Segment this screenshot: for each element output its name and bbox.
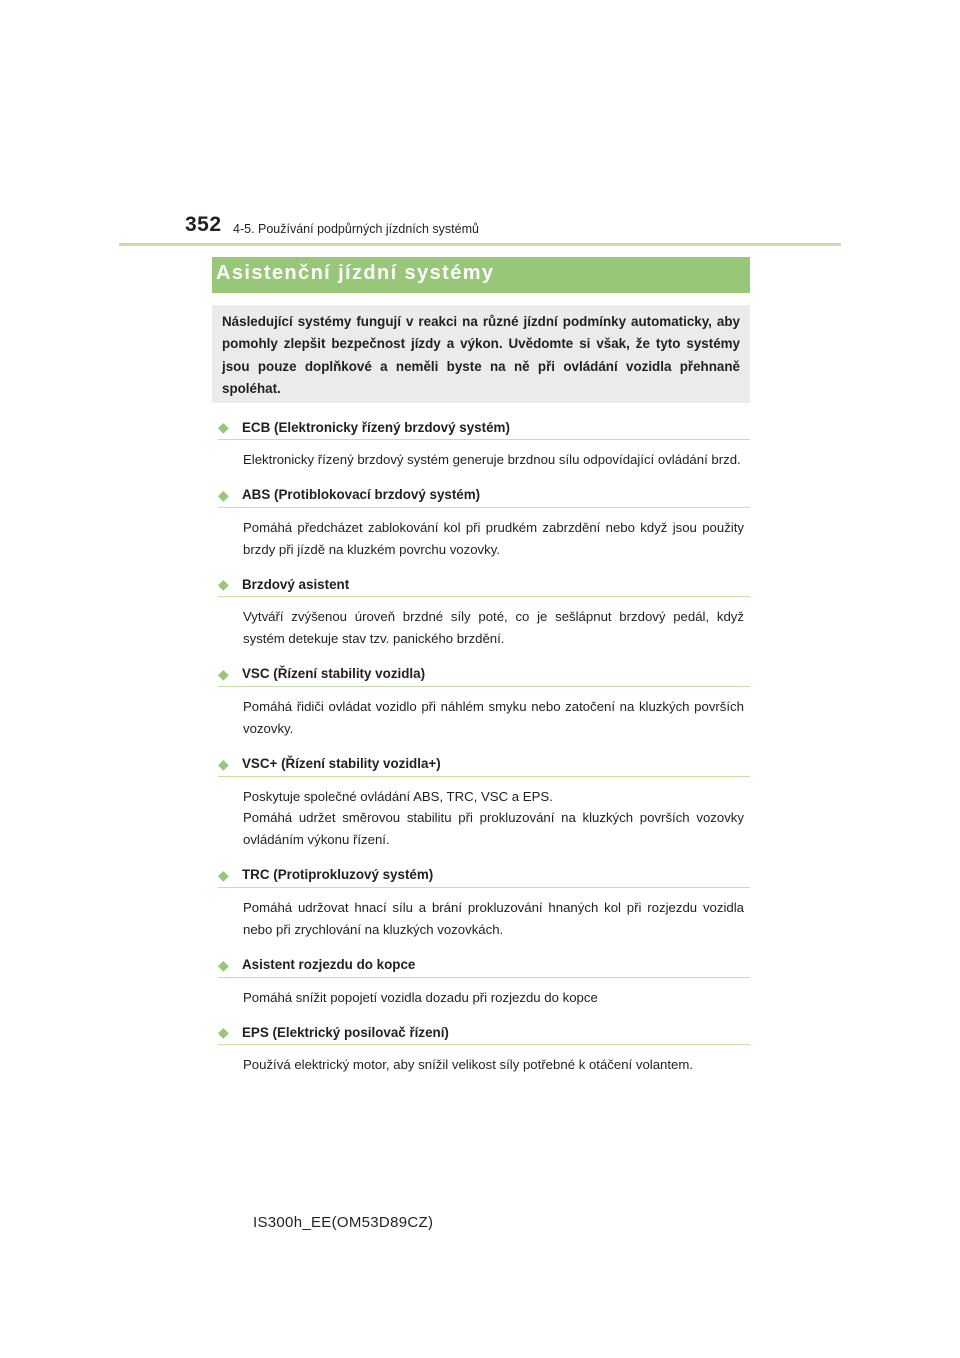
- feature-description-line: Pomáhá udržovat hnací sílu a brání prokluzování hnaných kol při rozjezdu vozidla nebo při zrychlování na kluzkých vozovkách.: [243, 899, 744, 937]
- feature-heading: [218, 415, 750, 440]
- feature-item: [218, 1020, 750, 1088]
- feature-item: [218, 752, 750, 863]
- feature-heading: [218, 953, 750, 978]
- document-code: IS300h_EE(OM53D89CZ): [253, 1214, 434, 1231]
- diamond-bullet-icon: ◆: [218, 665, 229, 682]
- diamond-bullet-icon: ◆: [218, 419, 229, 435]
- feature-title: VSC (Řízení stability vozidla): [242, 666, 426, 682]
- feature-heading: [218, 863, 750, 888]
- section-title: Asistenční jízdní systémy: [216, 262, 495, 284]
- feature-heading: [218, 1020, 750, 1045]
- feature-description: [218, 777, 750, 863]
- feature-description: [218, 1045, 750, 1088]
- diamond-bullet-icon: ◆: [218, 866, 229, 883]
- feature-item: [218, 863, 750, 953]
- feature-item: [218, 483, 750, 573]
- feature-description: [218, 978, 750, 1021]
- intro-text: Následující systémy fungují v reakci na různé jízdní podmínky automaticky, aby pomohly zlepšit bezpečnost jízdy a výkon. Uvědomte si však, že tyto systémy jsou pouze doplňkové a neměli byste na ně při ovládání vozidla přehnaně spoléhat.: [222, 314, 740, 396]
- feature-description-line: Používá elektrický motor, aby snížil velikost síly potřebné k otáčení volantem.: [243, 1057, 694, 1073]
- feature-title: TRC (Protiprokluzový systém): [242, 867, 434, 883]
- chapter-title: 4-5. Používání podpůrných jízdních systémů: [233, 222, 479, 236]
- feature-description: [218, 440, 750, 483]
- feature-description-line: Pomáhá předcházet zablokování kol při prudkém zabrzdění nebo když jsou použity brzdy při jízdě na kluzkém povrchu vozovky.: [243, 519, 744, 557]
- feature-item: [218, 415, 750, 483]
- feature-title: ABS (Protiblokovací brzdový systém): [242, 487, 481, 503]
- header-divider: [119, 243, 841, 246]
- feature-description: [218, 508, 750, 573]
- page-number: 352: [185, 213, 222, 236]
- feature-description-line: Pomáhá snížit popojetí vozidla dozadu při rozjezdu do kopce: [243, 989, 598, 1005]
- diamond-bullet-icon: ◆: [218, 576, 229, 593]
- feature-description-line: Vytváří zvýšenou úroveň brzdné síly poté, co je sešlápnut brzdový pedál, když systém detekuje stav tzv. panického brzdění.: [243, 609, 744, 647]
- feature-heading: [218, 662, 750, 687]
- feature-title: VSC+ (Řízení stability vozidla+): [242, 756, 441, 772]
- diamond-bullet-icon: ◆: [218, 755, 229, 772]
- feature-heading: [218, 752, 750, 777]
- feature-description-line: Pomáhá udržet směrovou stabilitu při prokluzování na kluzkých površích vozovky ovládáním výkonu řízení.: [243, 810, 744, 848]
- intro-box: [212, 305, 750, 403]
- feature-title: Brzdový asistent: [242, 576, 350, 592]
- diamond-bullet-icon: ◆: [218, 956, 229, 973]
- feature-title: ECB (Elektronicky řízený brzdový systém): [242, 419, 510, 435]
- feature-list: [218, 415, 750, 1088]
- feature-heading: [218, 483, 750, 508]
- feature-item: [218, 662, 750, 752]
- feature-description: [218, 597, 750, 662]
- feature-item: [218, 953, 750, 1021]
- feature-heading: [218, 572, 750, 597]
- feature-description: [218, 687, 750, 752]
- diamond-bullet-icon: ◆: [218, 486, 229, 503]
- feature-title: Asistent rozjezdu do kopce: [242, 957, 416, 973]
- feature-description-line: Pomáhá řidiči ovládat vozidlo při náhlém smyku nebo zatočení na kluzkých površích vozovky.: [243, 698, 744, 736]
- feature-item: [218, 572, 750, 662]
- feature-description-line: Poskytuje společné ovládání ABS, TRC, VSC a EPS.: [243, 788, 553, 804]
- feature-description: [218, 888, 750, 953]
- feature-description-line: Elektronicky řízený brzdový systém generuje brzdnou sílu odpovídající ovládání brzd.: [243, 452, 741, 467]
- feature-title: EPS (Elektrický posilovač řízení): [242, 1024, 449, 1040]
- diamond-bullet-icon: ◆: [218, 1024, 229, 1041]
